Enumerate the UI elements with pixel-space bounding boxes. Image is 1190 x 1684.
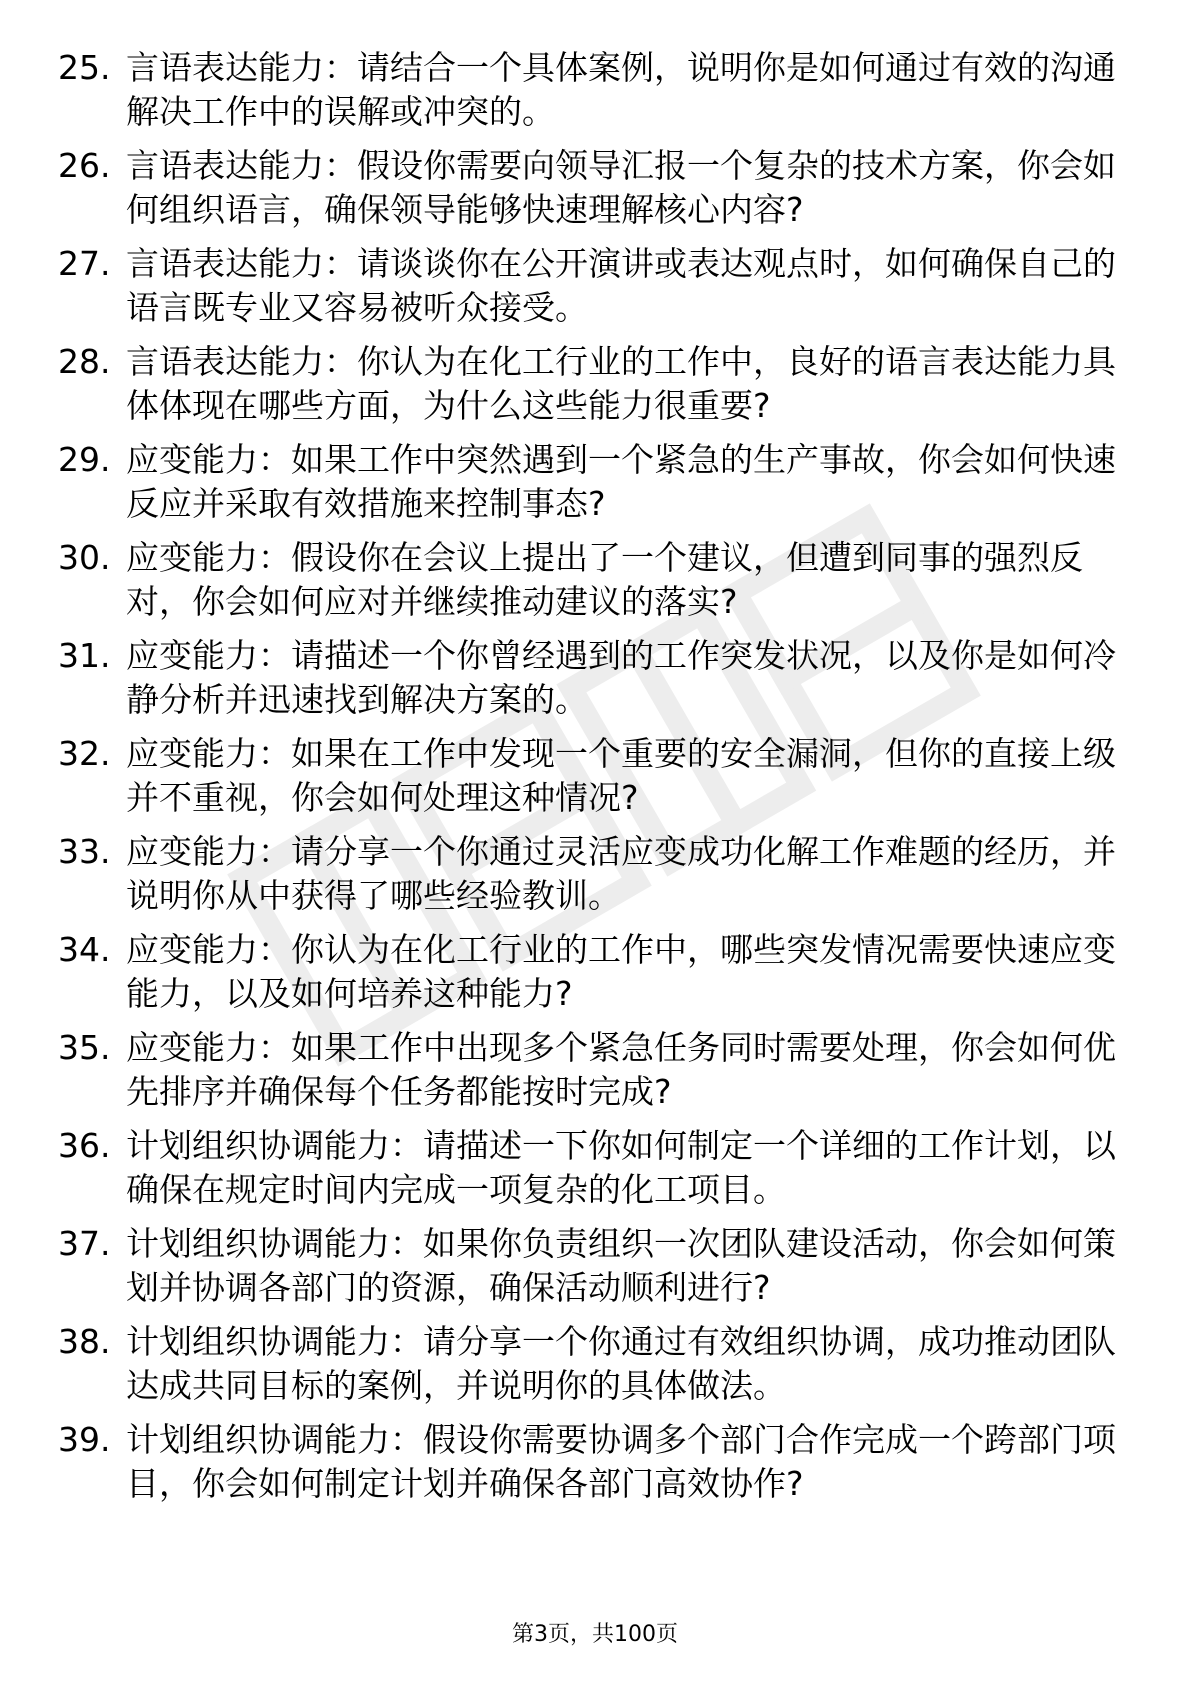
question-text: 应变能力：如果在工作中发现一个重要的安全漏洞，但你的直接上级并不重视，你会如何处理这种情况?	[126, 734, 1116, 817]
question-number: 36.	[58, 1126, 111, 1165]
question-item	[58, 1026, 1128, 1124]
question-item	[58, 928, 1128, 1026]
question-number: 31.	[58, 636, 111, 675]
question-item	[58, 1320, 1128, 1418]
question-item	[58, 1418, 1128, 1516]
question-text: 计划组织协调能力：假设你需要协调多个部门合作完成一个跨部门项目，你会如何制定计划并确保各部门高效协作?	[126, 1420, 1116, 1503]
question-number: 29.	[58, 440, 111, 479]
question-text: 应变能力：请分享一个你通过灵活应变成功化解工作难题的经历，并说明你从中获得了哪些经验教训。	[126, 832, 1116, 915]
question-number: 26.	[58, 146, 111, 185]
question-item	[58, 1222, 1128, 1320]
question-text: 言语表达能力：请结合一个具体案例，说明你是如何通过有效的沟通解决工作中的误解或冲突的。	[126, 48, 1116, 131]
question-item	[58, 242, 1128, 340]
question-number: 34.	[58, 930, 111, 969]
question-text: 应变能力：请描述一个你曾经遇到的工作突发状况，以及你是如何冷静分析并迅速找到解决方案的。	[126, 636, 1116, 719]
question-text: 计划组织协调能力：如果你负责组织一次团队建设活动，你会如何策划并协调各部门的资源，确保活动顺利进行?	[126, 1224, 1116, 1307]
question-item	[58, 46, 1128, 144]
question-number: 25.	[58, 48, 111, 87]
question-text: 计划组织协调能力：请描述一下你如何制定一个详细的工作计划，以确保在规定时间内完成一项复杂的化工项目。	[126, 1126, 1116, 1209]
question-number: 30.	[58, 538, 111, 577]
question-list	[58, 46, 1128, 1516]
question-text: 言语表达能力：假设你需要向领导汇报一个复杂的技术方案，你会如何组织语言，确保领导能够快速理解核心内容?	[126, 146, 1116, 229]
question-number: 38.	[58, 1322, 111, 1361]
question-item	[58, 830, 1128, 928]
question-text: 言语表达能力：你认为在化工行业的工作中，良好的语言表达能力具体体现在哪些方面，为什么这些能力很重要?	[126, 342, 1116, 425]
question-number: 27.	[58, 244, 111, 283]
question-item	[58, 634, 1128, 732]
question-item	[58, 732, 1128, 830]
question-text: 言语表达能力：请谈谈你在公开演讲或表达观点时，如何确保自己的语言既专业又容易被听众接受。	[126, 244, 1116, 327]
question-item	[58, 438, 1128, 536]
page-footer: 第3页，共100页	[512, 1622, 678, 1647]
question-text: 应变能力：假设你在会议上提出了一个建议，但遭到同事的强烈反对，你会如何应对并继续推动建议的落实?	[126, 538, 1083, 621]
question-number: 35.	[58, 1028, 111, 1067]
question-number: 32.	[58, 734, 111, 773]
question-number: 39.	[58, 1420, 111, 1459]
question-item	[58, 340, 1128, 438]
question-text: 应变能力：你认为在化工行业的工作中，哪些突发情况需要快速应变能力，以及如何培养这种能力?	[126, 930, 1116, 1013]
question-number: 33.	[58, 832, 111, 871]
question-text: 应变能力：如果工作中出现多个紧急任务同时需要处理，你会如何优先排序并确保每个任务都能按时完成?	[126, 1028, 1116, 1111]
question-number: 28.	[58, 342, 111, 381]
question-item	[58, 536, 1128, 634]
question-text: 应变能力：如果工作中突然遇到一个紧急的生产事故，你会如何快速反应并采取有效措施来控制事态?	[126, 440, 1116, 523]
question-number: 37.	[58, 1224, 111, 1263]
question-item	[58, 144, 1128, 242]
question-item	[58, 1124, 1128, 1222]
question-text: 计划组织协调能力：请分享一个你通过有效组织协调，成功推动团队达成共同目标的案例，并说明你的具体做法。	[126, 1322, 1116, 1405]
